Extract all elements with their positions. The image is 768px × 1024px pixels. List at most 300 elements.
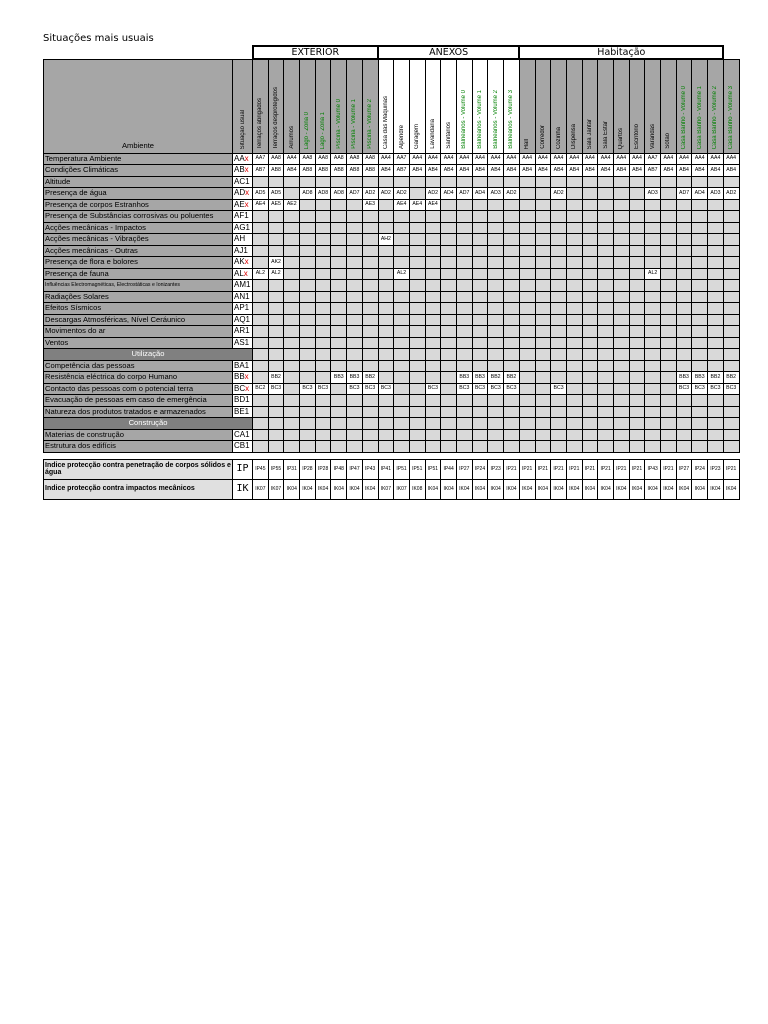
empty-cell bbox=[441, 360, 457, 372]
index-value: IP21 bbox=[504, 459, 520, 479]
empty-cell bbox=[645, 441, 661, 453]
empty-cell bbox=[519, 199, 535, 211]
empty-cell bbox=[661, 257, 677, 269]
empty-cell bbox=[378, 291, 394, 303]
empty-cell bbox=[723, 245, 739, 257]
value-cell: BB2 bbox=[268, 372, 284, 384]
table-row bbox=[44, 234, 740, 246]
empty-cell bbox=[441, 418, 457, 430]
empty-cell bbox=[472, 406, 488, 418]
value-cell: AE4 bbox=[394, 199, 410, 211]
ambiente-label: Presença de Substâncias corrosivas ou poluentes bbox=[44, 211, 233, 223]
code-text: AJ1 bbox=[234, 245, 248, 255]
empty-cell bbox=[488, 360, 504, 372]
empty-cell bbox=[284, 291, 300, 303]
code-text: AG1 bbox=[234, 222, 251, 232]
empty-cell bbox=[253, 257, 269, 269]
index-value: IP21 bbox=[598, 459, 614, 479]
index-value: IP21 bbox=[629, 459, 645, 479]
empty-cell bbox=[472, 326, 488, 338]
empty-cell bbox=[723, 211, 739, 223]
value-cell: AA4 bbox=[613, 153, 629, 165]
value-cell: AA4 bbox=[425, 153, 441, 165]
empty-cell bbox=[394, 211, 410, 223]
empty-cell bbox=[629, 314, 645, 326]
ambiente-label: Presença de flora e bolores bbox=[44, 257, 233, 269]
empty-cell bbox=[472, 395, 488, 407]
value-cell: AD7 bbox=[347, 188, 363, 200]
column-header-label: Balneários - Volume 1 bbox=[476, 90, 483, 149]
empty-cell bbox=[347, 337, 363, 349]
index-value: IP51 bbox=[394, 459, 410, 479]
empty-cell bbox=[629, 211, 645, 223]
index-value: IK04 bbox=[347, 479, 363, 499]
empty-cell bbox=[441, 349, 457, 361]
empty-cell bbox=[409, 211, 425, 223]
ambiente-label: Movimentos do ar bbox=[44, 326, 233, 338]
column-header-29 bbox=[708, 59, 724, 153]
empty-cell bbox=[331, 291, 347, 303]
situacao-code bbox=[233, 257, 253, 269]
column-header-17 bbox=[519, 59, 535, 153]
empty-cell bbox=[409, 188, 425, 200]
value-cell: AD2 bbox=[551, 188, 567, 200]
column-header-1 bbox=[268, 59, 284, 153]
empty-cell bbox=[300, 441, 316, 453]
empty-cell bbox=[535, 257, 551, 269]
value-cell: AA4 bbox=[582, 153, 598, 165]
empty-cell bbox=[409, 441, 425, 453]
empty-cell bbox=[692, 268, 708, 280]
empty-cell bbox=[441, 245, 457, 257]
ambiente-label: Descargas Atmosféricas, Nível Ceráunico bbox=[44, 314, 233, 326]
empty-cell bbox=[613, 349, 629, 361]
empty-cell bbox=[394, 257, 410, 269]
empty-cell bbox=[300, 291, 316, 303]
empty-cell bbox=[253, 418, 269, 430]
empty-cell bbox=[598, 280, 614, 292]
empty-cell bbox=[598, 176, 614, 188]
empty-cell bbox=[315, 303, 331, 315]
header-blank bbox=[44, 46, 253, 59]
empty-cell bbox=[692, 441, 708, 453]
empty-cell bbox=[535, 268, 551, 280]
value-cell: AL2 bbox=[394, 268, 410, 280]
table-row bbox=[44, 372, 740, 384]
empty-cell bbox=[315, 337, 331, 349]
value-cell: AL2 bbox=[268, 268, 284, 280]
empty-cell bbox=[692, 199, 708, 211]
empty-cell bbox=[284, 360, 300, 372]
empty-cell bbox=[268, 222, 284, 234]
column-header-13 bbox=[456, 59, 472, 153]
empty-cell bbox=[551, 314, 567, 326]
empty-cell bbox=[692, 418, 708, 430]
empty-cell bbox=[566, 188, 582, 200]
value-cell: AB4 bbox=[284, 165, 300, 177]
empty-cell bbox=[598, 383, 614, 395]
empty-cell bbox=[535, 337, 551, 349]
empty-cell bbox=[566, 222, 582, 234]
empty-cell bbox=[362, 314, 378, 326]
empty-cell bbox=[253, 395, 269, 407]
empty-cell bbox=[692, 314, 708, 326]
empty-cell bbox=[504, 211, 520, 223]
index-code: IP bbox=[233, 459, 253, 479]
situacao-code bbox=[233, 188, 253, 200]
value-cell: BC3 bbox=[472, 383, 488, 395]
empty-cell bbox=[692, 222, 708, 234]
index-value: IK04 bbox=[456, 479, 472, 499]
empty-cell bbox=[425, 257, 441, 269]
empty-cell bbox=[315, 245, 331, 257]
situacao-code bbox=[233, 280, 253, 292]
empty-cell bbox=[692, 337, 708, 349]
empty-cell bbox=[362, 349, 378, 361]
empty-cell bbox=[472, 280, 488, 292]
value-cell: BB2 bbox=[362, 372, 378, 384]
empty-cell bbox=[676, 211, 692, 223]
empty-cell bbox=[566, 349, 582, 361]
value-cell: AB4 bbox=[708, 165, 724, 177]
empty-cell bbox=[409, 337, 425, 349]
empty-cell bbox=[708, 303, 724, 315]
ambiente-label: Evacuação de pessoas em caso de emergência bbox=[44, 395, 233, 407]
index-value: IK07 bbox=[253, 479, 269, 499]
ambiente-label: Ventos bbox=[44, 337, 233, 349]
empty-cell bbox=[519, 383, 535, 395]
empty-cell bbox=[582, 188, 598, 200]
value-cell: AB8 bbox=[331, 165, 347, 177]
empty-cell bbox=[425, 176, 441, 188]
empty-cell bbox=[676, 349, 692, 361]
empty-cell bbox=[425, 234, 441, 246]
empty-cell bbox=[331, 326, 347, 338]
empty-cell bbox=[551, 245, 567, 257]
empty-cell bbox=[284, 349, 300, 361]
empty-cell bbox=[378, 303, 394, 315]
value-cell: AA4 bbox=[629, 153, 645, 165]
empty-cell bbox=[645, 199, 661, 211]
empty-cell bbox=[504, 291, 520, 303]
empty-cell bbox=[378, 349, 394, 361]
table-row bbox=[44, 383, 740, 395]
empty-cell bbox=[253, 372, 269, 384]
value-cell: BB2 bbox=[488, 372, 504, 384]
empty-cell bbox=[394, 337, 410, 349]
section-label: Utilização bbox=[44, 349, 253, 361]
empty-cell bbox=[613, 406, 629, 418]
code-text: AH bbox=[234, 234, 246, 244]
empty-cell bbox=[598, 406, 614, 418]
value-cell: AD2 bbox=[362, 188, 378, 200]
empty-cell bbox=[645, 349, 661, 361]
empty-cell bbox=[708, 268, 724, 280]
situacao-code bbox=[233, 291, 253, 303]
empty-cell bbox=[362, 303, 378, 315]
empty-cell bbox=[566, 360, 582, 372]
empty-cell bbox=[519, 360, 535, 372]
empty-cell bbox=[629, 257, 645, 269]
empty-cell bbox=[582, 199, 598, 211]
empty-cell bbox=[676, 257, 692, 269]
empty-cell bbox=[347, 268, 363, 280]
empty-cell bbox=[472, 222, 488, 234]
empty-cell bbox=[661, 406, 677, 418]
section-row bbox=[44, 349, 740, 361]
column-header-2 bbox=[284, 59, 300, 153]
empty-cell bbox=[331, 211, 347, 223]
empty-cell bbox=[676, 268, 692, 280]
empty-cell bbox=[362, 291, 378, 303]
variable-x-marker: x bbox=[244, 257, 249, 267]
empty-cell bbox=[598, 360, 614, 372]
empty-cell bbox=[582, 383, 598, 395]
empty-cell bbox=[441, 211, 457, 223]
empty-cell bbox=[347, 245, 363, 257]
empty-cell bbox=[629, 245, 645, 257]
value-cell: BC3 bbox=[723, 383, 739, 395]
value-cell: BC3 bbox=[488, 383, 504, 395]
empty-cell bbox=[723, 280, 739, 292]
empty-cell bbox=[268, 303, 284, 315]
empty-cell bbox=[613, 257, 629, 269]
index-row-ik bbox=[44, 479, 740, 499]
empty-cell bbox=[582, 268, 598, 280]
empty-cell bbox=[535, 303, 551, 315]
value-cell: AB4 bbox=[598, 165, 614, 177]
column-header-20 bbox=[566, 59, 582, 153]
empty-cell bbox=[409, 429, 425, 441]
empty-cell bbox=[378, 429, 394, 441]
value-cell: AB4 bbox=[456, 165, 472, 177]
empty-cell bbox=[362, 337, 378, 349]
empty-cell bbox=[284, 211, 300, 223]
index-value: IK04 bbox=[708, 479, 724, 499]
empty-cell bbox=[253, 337, 269, 349]
empty-cell bbox=[566, 303, 582, 315]
value-cell: AA7 bbox=[253, 153, 269, 165]
situacao-code bbox=[233, 222, 253, 234]
empty-cell bbox=[598, 441, 614, 453]
empty-cell bbox=[347, 360, 363, 372]
empty-cell bbox=[676, 406, 692, 418]
empty-cell bbox=[629, 234, 645, 246]
empty-cell bbox=[347, 176, 363, 188]
empty-cell bbox=[488, 176, 504, 188]
empty-cell bbox=[394, 280, 410, 292]
empty-cell bbox=[613, 360, 629, 372]
empty-cell bbox=[598, 291, 614, 303]
empty-cell bbox=[598, 314, 614, 326]
empty-cell bbox=[661, 383, 677, 395]
column-header-4 bbox=[315, 59, 331, 153]
value-cell: AB4 bbox=[519, 165, 535, 177]
empty-cell bbox=[315, 222, 331, 234]
empty-cell bbox=[708, 222, 724, 234]
empty-cell bbox=[347, 257, 363, 269]
empty-cell bbox=[441, 199, 457, 211]
value-cell: AA4 bbox=[519, 153, 535, 165]
empty-cell bbox=[692, 360, 708, 372]
index-value: IP27 bbox=[456, 459, 472, 479]
value-cell: AE4 bbox=[425, 199, 441, 211]
empty-cell bbox=[362, 257, 378, 269]
column-header-12 bbox=[441, 59, 457, 153]
empty-cell bbox=[551, 291, 567, 303]
column-header-label: Dispensa bbox=[571, 123, 578, 149]
empty-cell bbox=[268, 234, 284, 246]
empty-cell bbox=[331, 314, 347, 326]
situacao-code bbox=[233, 165, 253, 177]
empty-cell bbox=[598, 211, 614, 223]
value-cell: AB4 bbox=[661, 165, 677, 177]
empty-cell bbox=[629, 395, 645, 407]
empty-cell bbox=[692, 245, 708, 257]
column-header-label: Quartos bbox=[618, 127, 625, 149]
empty-cell bbox=[362, 245, 378, 257]
empty-cell bbox=[441, 222, 457, 234]
empty-cell bbox=[504, 429, 520, 441]
situacao-code bbox=[233, 199, 253, 211]
situacao-code bbox=[233, 395, 253, 407]
empty-cell bbox=[676, 291, 692, 303]
empty-cell bbox=[362, 360, 378, 372]
code-text: BA1 bbox=[234, 360, 250, 370]
empty-cell bbox=[551, 326, 567, 338]
code-text: AE bbox=[234, 199, 245, 209]
empty-cell bbox=[676, 337, 692, 349]
column-header-label: Hall bbox=[524, 138, 531, 149]
empty-cell bbox=[535, 234, 551, 246]
empty-cell bbox=[613, 429, 629, 441]
empty-cell bbox=[253, 222, 269, 234]
empty-cell bbox=[253, 441, 269, 453]
empty-cell bbox=[692, 257, 708, 269]
index-value: IP41 bbox=[378, 459, 394, 479]
empty-cell bbox=[300, 234, 316, 246]
empty-cell bbox=[519, 188, 535, 200]
variable-x-marker: x bbox=[244, 153, 249, 163]
empty-cell bbox=[598, 303, 614, 315]
empty-cell bbox=[300, 314, 316, 326]
index-value: IP23 bbox=[488, 459, 504, 479]
empty-cell bbox=[535, 349, 551, 361]
index-value: IP43 bbox=[645, 459, 661, 479]
empty-cell bbox=[300, 372, 316, 384]
empty-cell bbox=[723, 314, 739, 326]
empty-cell bbox=[362, 268, 378, 280]
empty-cell bbox=[331, 199, 347, 211]
value-cell: AA4 bbox=[535, 153, 551, 165]
empty-cell bbox=[284, 222, 300, 234]
empty-cell bbox=[661, 303, 677, 315]
empty-cell bbox=[409, 291, 425, 303]
empty-cell bbox=[284, 418, 300, 430]
value-cell: AA4 bbox=[723, 153, 739, 165]
empty-cell bbox=[629, 326, 645, 338]
empty-cell bbox=[253, 429, 269, 441]
value-cell: AA4 bbox=[692, 153, 708, 165]
situacao-usual-label: Situação usual bbox=[239, 109, 246, 149]
empty-cell bbox=[629, 291, 645, 303]
empty-cell bbox=[613, 176, 629, 188]
empty-cell bbox=[284, 395, 300, 407]
empty-cell bbox=[378, 337, 394, 349]
empty-cell bbox=[692, 234, 708, 246]
value-cell: AB4 bbox=[488, 165, 504, 177]
empty-cell bbox=[362, 211, 378, 223]
ambiente-label: Presença de água bbox=[44, 188, 233, 200]
index-value: IK04 bbox=[441, 479, 457, 499]
value-cell: BB3 bbox=[347, 372, 363, 384]
code-text: AL bbox=[234, 268, 244, 278]
variable-x-marker: x bbox=[244, 372, 249, 382]
code-text: AM1 bbox=[234, 280, 251, 290]
empty-cell bbox=[551, 372, 567, 384]
empty-cell bbox=[645, 257, 661, 269]
empty-cell bbox=[425, 291, 441, 303]
situations-table bbox=[43, 45, 740, 500]
empty-cell bbox=[300, 303, 316, 315]
value-cell: AA8 bbox=[315, 153, 331, 165]
empty-cell bbox=[519, 268, 535, 280]
empty-cell bbox=[566, 234, 582, 246]
empty-cell bbox=[472, 199, 488, 211]
empty-cell bbox=[535, 406, 551, 418]
empty-cell bbox=[347, 395, 363, 407]
empty-cell bbox=[708, 441, 724, 453]
empty-cell bbox=[472, 314, 488, 326]
empty-cell bbox=[645, 314, 661, 326]
ambiente-label: Acções mecânicas - Outras bbox=[44, 245, 233, 257]
index-value: IP28 bbox=[300, 459, 316, 479]
empty-cell bbox=[425, 245, 441, 257]
empty-cell bbox=[394, 383, 410, 395]
empty-cell bbox=[676, 176, 692, 188]
empty-cell bbox=[331, 176, 347, 188]
empty-cell bbox=[566, 280, 582, 292]
empty-cell bbox=[504, 314, 520, 326]
value-cell: BB2 bbox=[723, 372, 739, 384]
value-cell: BB2 bbox=[708, 372, 724, 384]
value-cell: AB4 bbox=[378, 165, 394, 177]
index-value: IP51 bbox=[425, 459, 441, 479]
empty-cell bbox=[551, 211, 567, 223]
column-header-5 bbox=[331, 59, 347, 153]
empty-cell bbox=[645, 303, 661, 315]
empty-cell bbox=[409, 372, 425, 384]
empty-cell bbox=[315, 280, 331, 292]
empty-cell bbox=[300, 199, 316, 211]
empty-cell bbox=[331, 222, 347, 234]
empty-cell bbox=[425, 441, 441, 453]
value-cell: AA8 bbox=[362, 153, 378, 165]
empty-cell bbox=[519, 349, 535, 361]
empty-cell bbox=[409, 280, 425, 292]
column-header-30 bbox=[723, 59, 739, 153]
empty-cell bbox=[708, 337, 724, 349]
empty-cell bbox=[331, 383, 347, 395]
empty-cell bbox=[551, 268, 567, 280]
empty-cell bbox=[347, 349, 363, 361]
empty-cell bbox=[268, 326, 284, 338]
table-row bbox=[44, 165, 740, 177]
empty-cell bbox=[629, 383, 645, 395]
empty-cell bbox=[441, 303, 457, 315]
value-cell: AD8 bbox=[315, 188, 331, 200]
empty-cell bbox=[315, 418, 331, 430]
